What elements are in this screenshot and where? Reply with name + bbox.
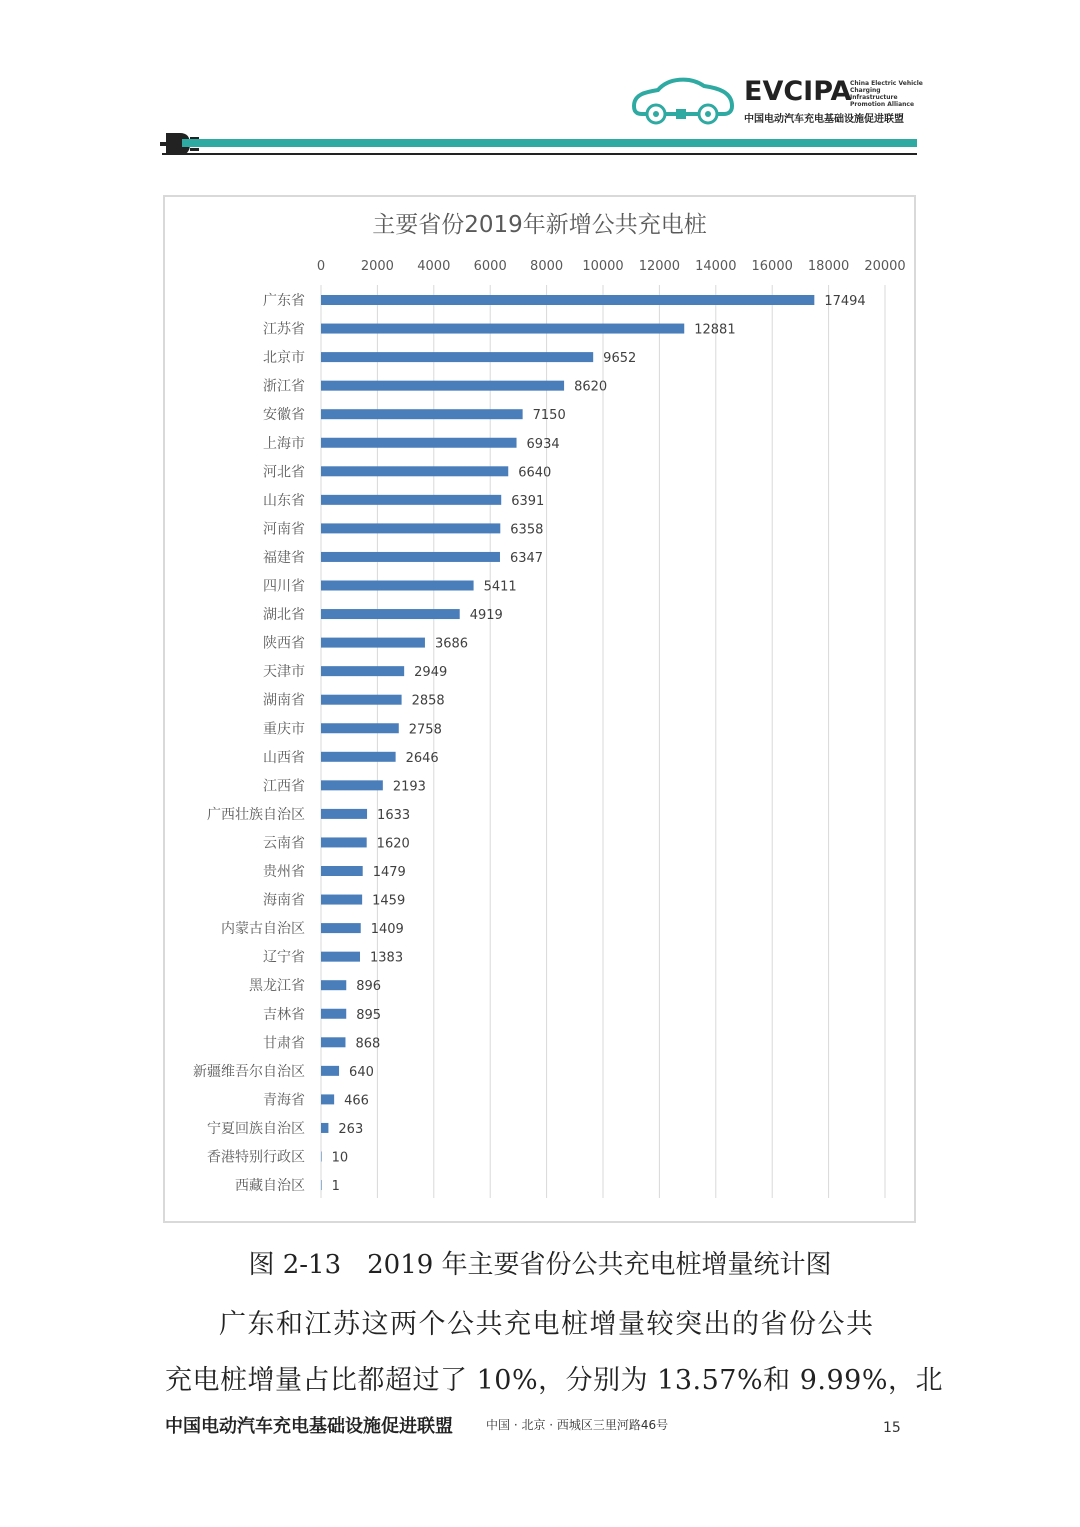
bar [321, 723, 399, 733]
data-label: 9652 [603, 351, 637, 367]
x-tick-label: 20000 [864, 259, 906, 274]
bar [321, 780, 383, 790]
category-label: 山西省 [263, 749, 305, 766]
bar [321, 952, 360, 962]
bar [321, 523, 500, 533]
category-label: 吉林省 [263, 1006, 305, 1023]
category-label: 青海省 [263, 1092, 305, 1109]
x-tick-label: 12000 [638, 259, 681, 274]
chart-title: 主要省份2019年新增公共充电桩 [372, 212, 707, 238]
logo-english-name: China Electric Vehicle Charging Infrastructure Promotion Alliance [850, 80, 923, 108]
category-labels [193, 292, 305, 1194]
data-label: 2193 [392, 779, 426, 795]
category-label: 内蒙古自治区 [221, 921, 305, 938]
bar [321, 495, 501, 505]
x-axis-ticks [317, 259, 906, 274]
category-label: 北京市 [263, 350, 305, 367]
data-label: 1459 [372, 893, 406, 909]
data-label: 5411 [483, 579, 517, 595]
bar [321, 409, 523, 419]
data-label: 896 [356, 979, 382, 995]
data-label: 466 [344, 1093, 369, 1109]
data-label: 640 [349, 1064, 374, 1080]
category-label: 浙江省 [263, 378, 305, 395]
paragraph-line: 广东和江苏这两个公共充电桩增量较突出的省份公共 [219, 1309, 875, 1340]
logo-abbreviation: EVCIPA [744, 76, 852, 107]
data-label: 6347 [509, 550, 544, 566]
bar [321, 381, 564, 391]
data-label: 2646 [405, 750, 439, 766]
category-label: 广西壮族自治区 [207, 806, 305, 823]
data-label: 6934 [526, 436, 560, 452]
data-label: 3686 [434, 636, 469, 652]
category-label: 黑龙江省 [249, 978, 305, 995]
data-label: 895 [356, 1007, 382, 1023]
data-label: 10 [331, 1150, 349, 1166]
bar [321, 980, 346, 990]
bar [321, 1009, 346, 1019]
bar [321, 552, 500, 562]
bar [321, 923, 361, 933]
category-label: 上海市 [263, 435, 305, 452]
category-label: 香港特别行政区 [207, 1149, 305, 1166]
category-label: 福建省 [263, 549, 305, 566]
x-tick-label: 6000 [473, 259, 507, 274]
x-tick-label: 16000 [751, 259, 793, 274]
category-label: 四川省 [263, 578, 305, 595]
data-label: 1 [331, 1179, 340, 1195]
bar [321, 1094, 334, 1104]
data-label: 2858 [411, 693, 445, 709]
category-label: 重庆市 [263, 721, 305, 738]
bar [321, 438, 517, 448]
x-tick-label: 0 [316, 259, 326, 274]
bar [321, 352, 593, 362]
bars [321, 295, 814, 1190]
paragraph-line: 充电桩增量占比都超过了 10%，分别为 13.57%和 9.99%，北 [165, 1365, 943, 1396]
category-label: 河南省 [263, 521, 305, 538]
category-label: 江西省 [263, 778, 305, 795]
data-labels [332, 294, 866, 1194]
bar [321, 837, 367, 847]
bar [321, 809, 367, 819]
data-label: 1409 [370, 922, 404, 938]
logo-chinese-name: 中国电动汽车充电基础设施促进联盟 [744, 114, 904, 125]
bar [321, 1180, 322, 1190]
bar [321, 466, 508, 476]
bar [321, 609, 460, 619]
bar [321, 295, 814, 305]
category-label: 甘肃省 [263, 1035, 305, 1052]
x-tick-label: 2000 [360, 259, 394, 274]
bar [321, 1037, 345, 1047]
data-label: 8620 [574, 379, 608, 395]
x-tick-label: 8000 [530, 259, 564, 274]
category-label: 安徽省 [263, 407, 305, 424]
category-label: 湖南省 [263, 692, 305, 709]
footer-address: 中国 · 北京 · 西城区三里河路46号 [486, 1418, 669, 1432]
x-tick-label: 4000 [417, 259, 451, 274]
bar [321, 695, 402, 705]
data-label: 7150 [532, 408, 566, 424]
page-number: 15 [883, 1420, 901, 1436]
grid-layer [321, 285, 885, 1198]
x-tick-label: 10000 [582, 259, 624, 274]
data-label: 6358 [510, 522, 544, 538]
data-label: 1383 [370, 950, 404, 966]
figure-caption: 图 2-13 2019 年主要省份公共充电桩增量统计图 [248, 1250, 832, 1280]
data-label: 4919 [469, 608, 503, 624]
category-label: 新疆维吾尔自治区 [193, 1063, 305, 1080]
data-label: 263 [338, 1121, 364, 1137]
category-label: 海南省 [263, 892, 305, 909]
x-tick-label: 18000 [807, 259, 850, 274]
category-label: 江苏省 [263, 321, 305, 338]
data-label: 6391 [511, 493, 545, 509]
data-label: 6640 [518, 465, 552, 481]
bar [321, 581, 474, 591]
bar [321, 866, 363, 876]
category-label: 云南省 [263, 835, 305, 852]
bar [321, 1066, 339, 1076]
data-label: 1620 [376, 836, 410, 852]
category-label: 西藏自治区 [235, 1178, 305, 1195]
category-label: 宁夏回族自治区 [207, 1120, 305, 1137]
category-label: 广东省 [263, 293, 305, 309]
category-label: 河北省 [263, 464, 305, 481]
bar [321, 666, 404, 676]
category-label: 贵州省 [263, 864, 305, 880]
data-label: 2758 [408, 722, 442, 738]
data-label: 1479 [372, 865, 406, 880]
category-label: 辽宁省 [263, 949, 305, 966]
x-tick-label: 14000 [695, 259, 737, 274]
bar [321, 1123, 328, 1133]
bar [321, 324, 684, 334]
category-label: 陕西省 [263, 635, 305, 652]
data-label: 2949 [414, 665, 448, 681]
data-label: 1633 [377, 807, 411, 823]
category-label: 山东省 [263, 492, 305, 509]
bar [321, 1152, 322, 1162]
bar [321, 752, 396, 762]
bar [321, 895, 362, 905]
data-label: 17494 [824, 294, 866, 309]
bar [321, 638, 425, 648]
footer-organization: 中国电动汽车充电基础设施促进联盟 [165, 1416, 453, 1437]
data-label: 868 [355, 1036, 381, 1052]
data-label: 12881 [694, 322, 736, 338]
category-label: 天津市 [263, 664, 305, 681]
category-label: 湖北省 [263, 607, 305, 624]
